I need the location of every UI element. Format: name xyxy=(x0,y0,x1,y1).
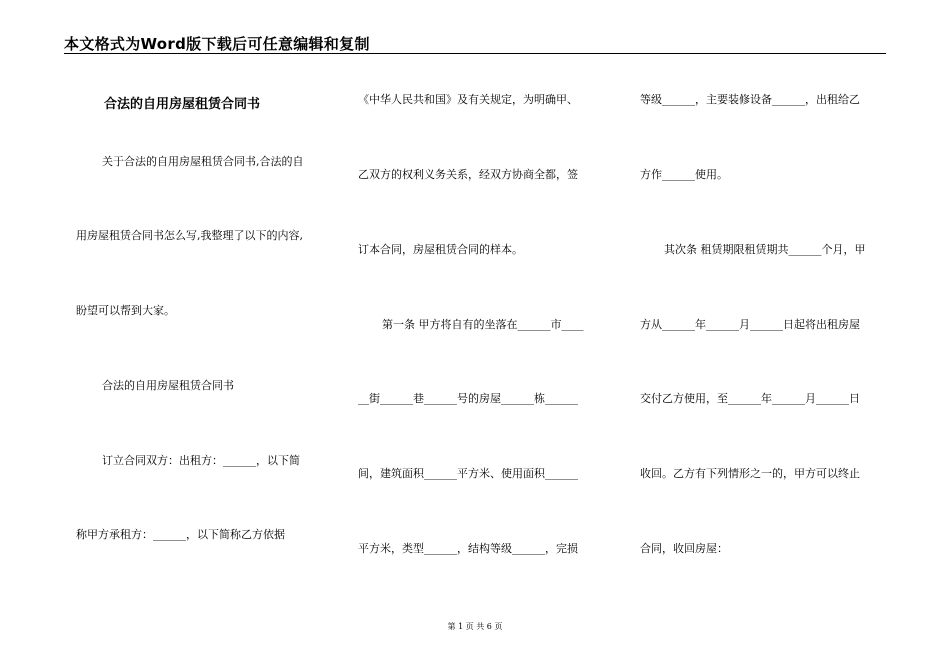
document-title: 合法的自用房屋租赁合同书 xyxy=(104,97,261,112)
page-number: 第 1 页 共 6 页 xyxy=(447,622,503,631)
col3-line-1: 等级______，主要装修设备______，出租给乙 xyxy=(640,93,860,106)
col2-line-3: 订本合同，房屋租赁合同的样本。 xyxy=(358,243,523,256)
col3-line-4: 方从______年______月______日起将出租房屋 xyxy=(640,318,860,331)
col2-line-6: 间，建筑面积______平方米、使用面积______ xyxy=(358,467,578,480)
col3-line-5: 交付乙方使用，至______年______月______日 xyxy=(640,392,860,405)
col1-line-1: 关于合法的自用房屋租赁合同书,合法的自 xyxy=(102,155,304,168)
col2-line-4: 第一条 甲方将自有的坐落在______市____ xyxy=(382,318,584,331)
col1-line-4: 合法的自用房屋租赁合同书 xyxy=(102,379,234,392)
col1-line-3: 盼望可以帮到大家。 xyxy=(76,304,175,317)
col2-line-7: 平方米，类型______，结构等级______，完损 xyxy=(358,542,578,555)
col2-line-5: __街______巷______号的房屋______栋______ xyxy=(358,392,578,405)
header-divider xyxy=(64,53,886,54)
col3-line-3: 其次条 租赁期限租赁期共______个月，甲 xyxy=(664,243,866,256)
col1-line-5: 订立合同双方：出租方：______，以下简 xyxy=(102,454,300,467)
col3-line-6: 收回。乙方有下列情形之一的，甲方可以终止 xyxy=(640,467,860,480)
col3-line-7: 合同，收回房屋： xyxy=(640,542,728,555)
col3-line-2: 方作______使用。 xyxy=(640,168,728,181)
col2-line-2: 乙双方的权利义务关系，经双方协商全都，签 xyxy=(358,168,578,181)
col1-line-6: 称甲方承租方：______，以下简称乙方依据 xyxy=(76,528,285,541)
document-header: 本文格式为Word版下载后可任意编辑和复制 xyxy=(64,35,370,53)
col1-line-2: 用房屋租赁合同书怎么写,我整理了以下的内容, xyxy=(76,229,303,242)
col2-line-1: 《中华人民共和国》及有关规定，为明确甲、 xyxy=(358,93,578,106)
